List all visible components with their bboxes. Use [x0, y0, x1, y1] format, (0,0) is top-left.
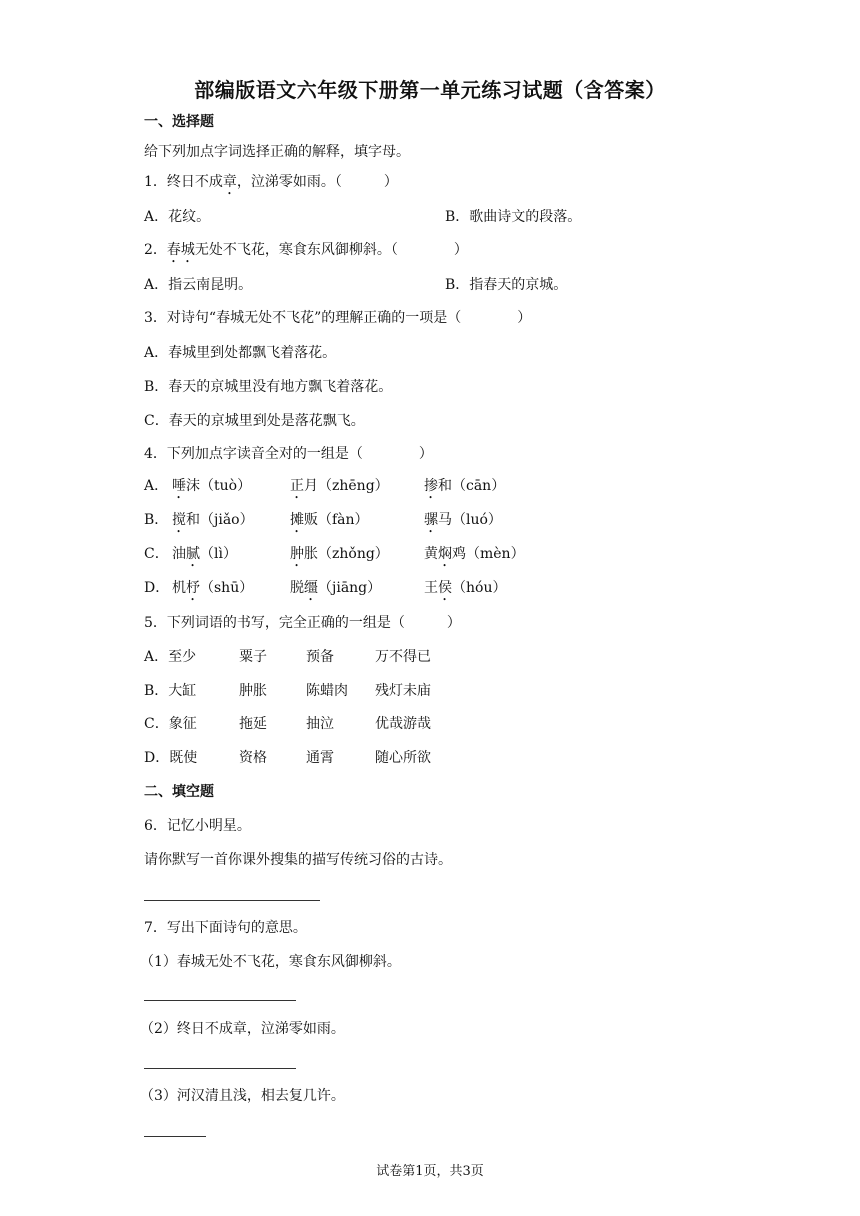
q4-option-word: [172, 510, 254, 536]
q4-option-label: C．: [144, 546, 169, 562]
q5-option-word: 抽泣: [306, 716, 334, 732]
q4-word-part: 鸡（mèn）: [452, 546, 525, 562]
q4-option-word: [172, 476, 251, 502]
q5-option-word: 通霄: [306, 750, 334, 766]
q4-option-word: [424, 578, 506, 604]
q5-option-word: 随心所欲: [375, 750, 431, 766]
q5-option-word: 预备: [306, 649, 334, 665]
q4-word-part: 胀（zhǒng）: [304, 546, 389, 562]
q1-post: ，泣涕零如雨。（ ）: [236, 174, 398, 190]
q2-dotted-word: 春城: [166, 242, 195, 258]
q4-word-part: 月（zhēng）: [304, 478, 389, 494]
q4-dotted-char: 唾: [172, 478, 186, 494]
question-6-stem: 6．记忆小明星。: [144, 818, 251, 834]
q7-part-3: （3）河汉清且浅，相去复几许。: [140, 1088, 345, 1104]
q4-word-part: 脱: [290, 580, 304, 596]
page-footer: 试卷第1页，共3页: [376, 1164, 484, 1179]
q7-part-1: （1）春城无处不飞花，寒食东风御柳斜。: [140, 954, 401, 970]
q4-option-word: [424, 476, 505, 502]
question-4-stem: 4．下列加点字读音全对的一组是（ ）: [144, 446, 433, 462]
question-3-stem: 3．对诗句“春城无处不飞花”的理解正确的一项是（ ）: [144, 310, 532, 326]
instruction-text: 给下列加点字词选择正确的解释，填字母。: [144, 144, 410, 160]
question-5-stem: 5．下列词语的书写，完全正确的一组是（ ）: [144, 615, 461, 631]
q5-option-word: 资格: [239, 750, 267, 766]
q4-dotted-char: 侯: [438, 580, 452, 596]
q4-dotted-char: 肿: [290, 546, 304, 562]
q5-option-first-word: A．至少: [144, 649, 197, 665]
q4-word-part: （shū）: [200, 580, 254, 596]
q3-option-a: A．春城里到处都飘飞着落花。: [144, 345, 337, 361]
q4-word-part: （lì）: [200, 546, 237, 562]
q4-option-label: D．: [144, 580, 170, 596]
q2-post: 无处不飞花，寒食东风御柳斜。（ ）: [194, 242, 468, 258]
q4-word-part: 马（luó）: [438, 512, 502, 528]
q4-dotted-char: 缰: [304, 580, 318, 596]
q4-word-part: 沫（tuò）: [186, 478, 252, 494]
q3-option-b: B．春天的京城里没有地方飘飞着落花。: [144, 379, 393, 395]
q4-word-part: 黄: [424, 546, 438, 562]
q5-option-first-word: B．大缸: [144, 683, 197, 699]
q2-pre: 2．: [144, 242, 167, 258]
q4-option-word: [290, 578, 381, 604]
q4-dotted-char: 焖: [438, 546, 452, 562]
q5-option-word: 优哉游哉: [375, 716, 431, 732]
q1-option-b: B．歌曲诗文的段落。: [445, 209, 582, 225]
question-1-stem: [144, 172, 398, 198]
q4-option-word: [290, 544, 389, 570]
q4-option-word: [172, 544, 237, 570]
q5-option-word: 肿胀: [239, 683, 267, 699]
q4-dotted-char: 搅: [172, 512, 186, 528]
answer-blank-7-1[interactable]: [144, 1000, 296, 1001]
q4-dotted-char: 摊: [290, 512, 304, 528]
q1-dotted-char: 章: [222, 174, 237, 190]
q4-dotted-char: 腻: [186, 546, 200, 562]
q4-option-word: [424, 544, 525, 570]
q4-option-word: [172, 578, 253, 604]
q4-dotted-char: 正: [290, 478, 304, 494]
q4-word-part: 和（cān）: [438, 478, 506, 494]
answer-blank-6[interactable]: [144, 900, 320, 901]
q4-dotted-char: 骡: [424, 512, 438, 528]
q4-dotted-char: 杼: [186, 580, 200, 596]
q5-option-word: 拖延: [239, 716, 267, 732]
q1-option-a: A．花纹。: [144, 209, 211, 225]
q2-option-b: B．指春天的京城。: [445, 277, 568, 293]
q5-option-first-word: D．既使: [144, 750, 198, 766]
q2-option-a: A．指云南昆明。: [144, 277, 253, 293]
q4-option-word: [290, 476, 389, 502]
q5-option-word: 陈蜡肉: [306, 683, 348, 699]
q5-option-word: 残灯未庙: [375, 683, 431, 699]
q7-part-2: （2）终日不成章，泣涕零如雨。: [140, 1021, 345, 1037]
q5-option-first-word: C．象征: [144, 716, 197, 732]
q4-word-part: 油: [172, 546, 186, 562]
q4-word-part: （jiāng）: [318, 580, 382, 596]
q4-word-part: 机: [172, 580, 186, 596]
q4-word-part: （hóu）: [452, 580, 507, 596]
q4-option-word: [290, 510, 369, 536]
question-7-stem: 7．写出下面诗句的意思。: [144, 920, 307, 936]
section-2-heading: 二、填空题: [144, 784, 214, 800]
section-1-heading: 一、选择题: [144, 114, 214, 130]
q4-dotted-char: 掺: [424, 478, 438, 494]
q4-option-word: [424, 510, 502, 536]
q4-word-part: 贩（fàn）: [304, 512, 369, 528]
q4-word-part: 王: [424, 580, 438, 596]
answer-blank-7-3[interactable]: [144, 1136, 206, 1137]
q5-option-word: 粟子: [239, 649, 267, 665]
question-6-text: 请你默写一首你课外搜集的描写传统习俗的古诗。: [144, 852, 452, 868]
q4-option-label: B．: [144, 512, 169, 528]
answer-blank-7-2[interactable]: [144, 1068, 296, 1069]
q4-option-label: A．: [144, 478, 169, 494]
q3-option-c: C．春天的京城里到处是落花飘飞。: [144, 413, 365, 429]
page-title: 部编版语文六年级下册第一单元练习试题（含答案）: [194, 78, 666, 102]
question-2-stem: [144, 240, 468, 266]
q4-word-part: 和（jiǎo）: [186, 512, 254, 528]
q5-option-word: 万不得已: [375, 649, 431, 665]
q1-pre: 1．终日不成: [144, 174, 223, 190]
